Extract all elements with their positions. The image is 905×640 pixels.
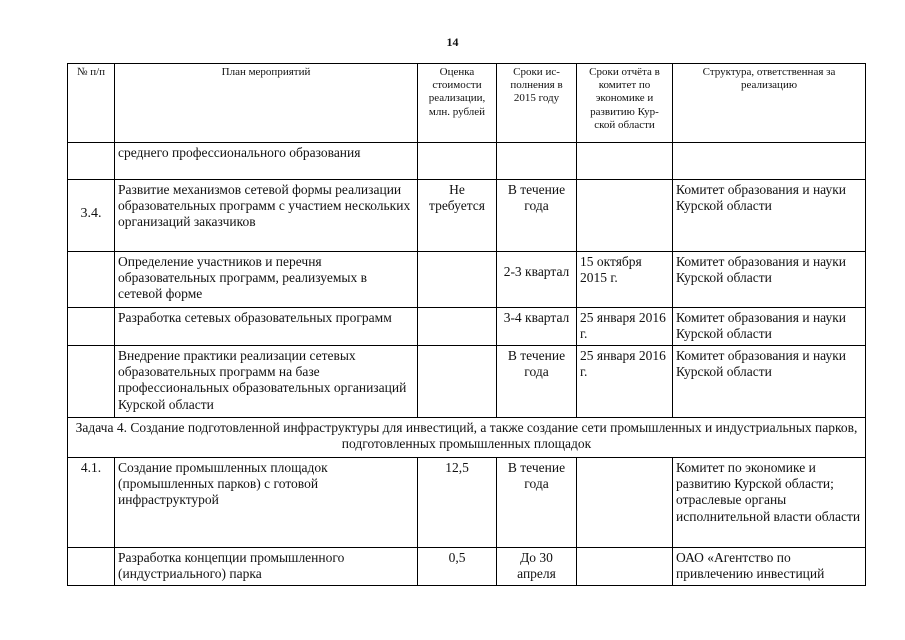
row-structure: Комитет образования и науки Курской области (673, 252, 866, 308)
row-report: 15 октября 2015 г. (577, 252, 673, 308)
row-structure: Комитет по экономике и развитию Курской области; отраслевые органы исполнительной власти области (673, 458, 866, 548)
table-row (68, 180, 866, 252)
row-structure: Комитет образования и науки Курской области (673, 308, 866, 346)
header-terms: Сроки ис-полнения в 2015 году (497, 64, 577, 143)
row-report (577, 548, 673, 586)
row-plan: среднего профессионального образования (115, 143, 418, 180)
page-number: 14 (446, 35, 459, 49)
task-4-heading: Задача 4. Создание подготовленной инфраструктуры для инвестиций, а также создание сети промышленных и индустриальных парков, подготовленных промышленных площадок (68, 418, 866, 458)
row-num: 3.4. (68, 180, 115, 252)
row-cost: 0,5 (418, 548, 497, 586)
row-report: 25 января 2016 г. (577, 346, 673, 418)
row-terms: В течение года (497, 458, 577, 548)
row-terms: До 30 апреля (497, 548, 577, 586)
row-terms: 3-4 квартал (497, 308, 577, 346)
row-terms (497, 143, 577, 180)
row-num (68, 143, 115, 180)
table-row (68, 548, 866, 586)
row-num (68, 548, 115, 586)
row-report (577, 180, 673, 252)
row-report: 25 января 2016 г. (577, 308, 673, 346)
row-structure: Комитет образования и науки Курской области (673, 346, 866, 418)
row-plan: Внедрение практики реализации сетевых образовательных программ на базе профессиональных образовательных организаций Курской области (115, 346, 418, 418)
row-report (577, 458, 673, 548)
table-row (68, 308, 866, 346)
row-num (68, 346, 115, 418)
row-cost (418, 308, 497, 346)
table-row (68, 143, 866, 180)
table-row (68, 458, 866, 548)
header-num: № п/п (68, 64, 115, 143)
row-cost (418, 143, 497, 180)
row-plan: Разработка концепции промышленного (индустриального) парка (115, 548, 418, 586)
plan-table (67, 63, 866, 586)
header-report: Сроки отчёта в комитет по экономике и развитию Кур-ской области (577, 64, 673, 143)
table-header-row (68, 64, 866, 143)
table-row (68, 346, 866, 418)
row-terms: В течение года (497, 346, 577, 418)
task-row (68, 418, 866, 458)
row-structure: Комитет образования и науки Курской области (673, 180, 866, 252)
row-terms: В течение года (497, 180, 577, 252)
row-plan: Разработка сетевых образовательных программ (115, 308, 418, 346)
row-cost (418, 252, 497, 308)
row-report (577, 143, 673, 180)
header-cost: Оценка стоимости реализации, млн. рублей (418, 64, 497, 143)
row-num: 4.1. (68, 458, 115, 548)
row-plan: Определение участников и перечня образовательных программ, реализуемых в сетевой форме (115, 252, 418, 308)
header-plan: План мероприятий (115, 64, 418, 143)
row-plan: Развитие механизмов сетевой формы реализации образовательных программ с участием нескольких организаций заказчиков (115, 180, 418, 252)
row-cost (418, 346, 497, 418)
table-row (68, 252, 866, 308)
row-plan: Создание промышленных площадок (промышленных парков) с готовой инфраструктурой (115, 458, 418, 548)
row-num (68, 308, 115, 346)
row-structure (673, 143, 866, 180)
row-num (68, 252, 115, 308)
row-cost: 12,5 (418, 458, 497, 548)
row-terms: 2-3 квартал (497, 252, 577, 308)
row-cost: Не требуется (418, 180, 497, 252)
row-structure: ОАО «Агентство по привлечению инвестиций (673, 548, 866, 586)
header-structure: Структура, ответственная за реализацию (673, 64, 866, 143)
